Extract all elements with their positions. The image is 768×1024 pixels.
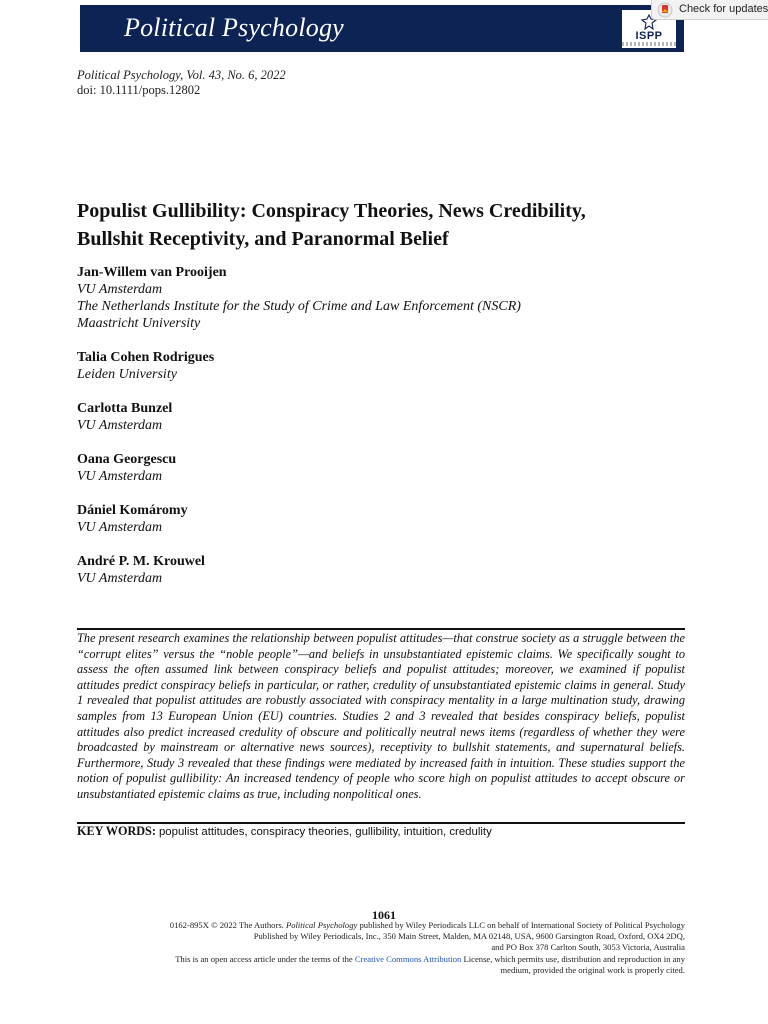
author-affiliation: Maastricht University (77, 316, 201, 331)
footer-line (80, 920, 685, 931)
journal-banner (80, 5, 684, 52)
footer-line: medium, provided the original work is properly cited. (500, 964, 685, 975)
keywords-text: populist attitudes, conspiracy theories, gullibility, intuition, credulity (158, 826, 492, 838)
author-affiliation: VU Amsterdam (77, 469, 163, 484)
logo-text: ISPP (635, 30, 663, 42)
page-number: 1061 (372, 908, 396, 922)
creative-commons-link[interactable]: Creative Commons Attribution (354, 953, 462, 964)
check-for-updates-label: Check for updates (679, 3, 768, 15)
author-affiliation: VU Amsterdam (77, 520, 163, 535)
footer-text: License, which permits use, distribution and reproduction in any (461, 953, 685, 964)
paper-title (77, 197, 677, 253)
abstract: The present research examines the relationship between populist attitudes—that construe society as a struggle between the “corrupt elites” versus the “noble people”—and beliefs in unsubstantiated epistemic claims. We specifically sought to assess the often assumed link between conspiracy beliefs and populist attitudes; moreover, we examined if populist attitudes predict conspiracy beliefs in particular, or rather, credulity of unsubstantiated epistemic claims in general. Study 1 revealed that populist attitudes are robustly associated with conspiracy mentality in a large multination study, drawing samples from 13 European Union (EU) countries. Studies 2 and 3 revealed that besides conspiracy beliefs, populist attitudes also predict increased credulity of obscure and politically neutral news items (regardless of whether they were broadcasted by mainstream or alternative news sources), receptivity to bullshit statements, and supernatural beliefs. Furthermore, Study 3 revealed that these findings were mediated by increased faith in intuition. These studies support the notion of populist gullibility: An increased tendency of people who score high on populist attitudes to accept obscure or unsubstantiated epistemic claims as true, including nonpolitical ones. (77, 631, 685, 801)
crossmark-icon (657, 2, 673, 18)
logo-tagline (622, 42, 676, 46)
footer-line: and PO Box 378 Carlton South, 3053 Victoria, Australia (491, 942, 685, 953)
footer-journal: Political Psychology (285, 920, 358, 930)
doi[interactable]: doi: 10.1111/pops.12802 (77, 82, 201, 97)
author-block (77, 349, 697, 383)
check-for-updates-button[interactable] (651, 0, 768, 20)
author-name: André P. M. Krouwel (77, 554, 205, 569)
author-affiliation: VU Amsterdam (77, 282, 163, 297)
author-block (77, 400, 697, 434)
author-name: Jan-Willem van Prooijen (77, 265, 227, 280)
citation: Political Psychology, Vol. 43, No. 6, 2022 (77, 68, 286, 82)
keywords-label: KEY WORDS: (77, 824, 156, 838)
journal-name: Political Psychology (124, 13, 344, 42)
title-line-2: Bullshit Receptivity, and Paranormal Belief (77, 228, 449, 250)
author-name: Carlotta Bunzel (77, 401, 173, 416)
author-affiliation: VU Amsterdam (77, 418, 163, 433)
author-block (77, 502, 697, 536)
footer-text: published by Wiley Periodicals LLC on behalf of International Society of Political Psychology (357, 920, 685, 930)
author-affiliation: Leiden University (77, 367, 177, 382)
footer-text: This is an open access article under the terms of the (175, 953, 355, 964)
footer-line: Published by Wiley Periodicals, Inc., 350 Main Street, Malden, MA 02148, USA, 9600 Garsington Road, Oxford, OX4 2DQ, (253, 931, 685, 942)
author-name: Oana Georgescu (77, 452, 177, 467)
footer-text: 0162-895X © 2022 The Authors. (169, 920, 286, 930)
abstract-top-rule (77, 628, 685, 630)
footer-line (80, 954, 685, 965)
journal-meta (77, 68, 286, 97)
author-name: Talia Cohen Rodrigues (77, 350, 215, 365)
author-block (77, 553, 697, 587)
title-line-1: Populist Gullibility: Conspiracy Theories, News Credibility, (77, 200, 586, 222)
author-name: Dániel Komáromy (77, 503, 188, 518)
author-affiliation: The Netherlands Institute for the Study of Crime and Law Enforcement (NSCR) (77, 299, 521, 314)
copyright-footer (80, 920, 685, 976)
author-affiliation: VU Amsterdam (77, 571, 163, 586)
keywords (77, 824, 685, 839)
author-block (77, 451, 697, 485)
author-block (77, 264, 697, 332)
